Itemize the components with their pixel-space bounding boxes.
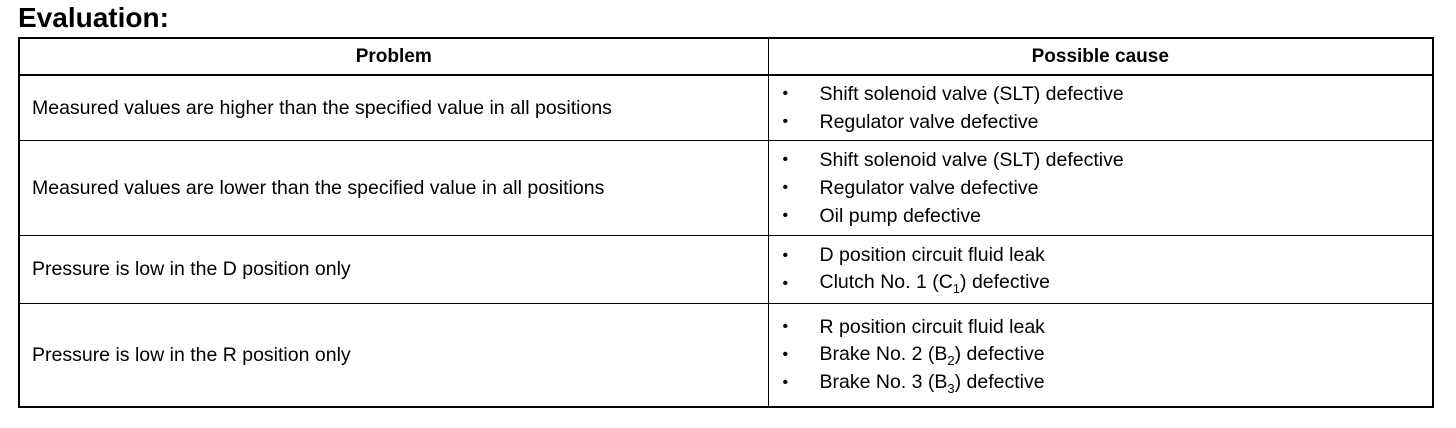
cause-cell bbox=[768, 141, 1433, 236]
cause-text: R position circuit fluid leak bbox=[819, 315, 1045, 338]
cause-subscript: 3 bbox=[947, 380, 955, 396]
cause-item bbox=[783, 270, 1433, 298]
cause-subscript: 1 bbox=[952, 281, 961, 296]
bullet-icon: • bbox=[782, 246, 789, 264]
table-row bbox=[19, 75, 1433, 141]
bullet-icon: • bbox=[782, 85, 789, 102]
cause-item bbox=[783, 80, 1433, 108]
cause-item bbox=[783, 108, 1433, 136]
page-title: Evaluation: bbox=[18, 2, 169, 33]
cause-item bbox=[783, 369, 1433, 397]
cause-list bbox=[783, 313, 1433, 397]
bullet-icon: • bbox=[782, 346, 789, 363]
cause-item bbox=[783, 313, 1433, 341]
cause-list bbox=[783, 242, 1433, 298]
cause-text: Shift solenoid valve (SLT) defective bbox=[819, 148, 1124, 171]
bullet-icon: • bbox=[782, 274, 789, 292]
cause-subscript: 2 bbox=[947, 352, 955, 368]
cause-item bbox=[783, 242, 1433, 270]
header-problem: Problem bbox=[19, 38, 768, 75]
bullet-icon: • bbox=[782, 207, 789, 224]
bullet-icon: • bbox=[782, 179, 789, 196]
table-row bbox=[19, 304, 1433, 408]
problem-cell: Measured values are higher than the specified value in all positions bbox=[19, 75, 768, 141]
cause-text-pre: Brake No. 2 (B bbox=[819, 342, 948, 365]
cause-cell bbox=[768, 236, 1433, 304]
cause-text: D position circuit fluid leak bbox=[819, 244, 1045, 266]
problem-cell: Pressure is low in the D position only bbox=[19, 236, 768, 304]
cause-item bbox=[783, 174, 1433, 202]
header-possible-cause: Possible cause bbox=[768, 38, 1433, 75]
bullet-icon: • bbox=[782, 318, 789, 335]
cause-item bbox=[783, 341, 1433, 369]
cause-list bbox=[783, 80, 1433, 136]
evaluation-table bbox=[18, 37, 1434, 408]
problem-cell: Measured values are lower than the specified value in all positions bbox=[19, 141, 768, 236]
cause-item bbox=[783, 202, 1433, 230]
cause-text: Shift solenoid valve (SLT) defective bbox=[819, 82, 1124, 105]
cause-list bbox=[783, 146, 1433, 230]
bullet-icon: • bbox=[782, 374, 789, 391]
cause-text-post: ) defective bbox=[954, 370, 1045, 393]
cause-text-post: ) defective bbox=[954, 342, 1045, 365]
cause-text bbox=[820, 271, 1051, 296]
cause-cell bbox=[768, 75, 1433, 141]
cause-item bbox=[783, 146, 1433, 174]
cause-text-pre: Clutch No. 1 (C bbox=[819, 271, 953, 293]
cause-text-pre: Brake No. 3 (B bbox=[819, 370, 948, 393]
bullet-icon: • bbox=[782, 113, 789, 130]
problem-cell: Pressure is low in the R position only bbox=[19, 304, 768, 408]
table-row bbox=[19, 236, 1433, 304]
cause-text: Regulator valve defective bbox=[819, 110, 1039, 133]
cause-cell bbox=[768, 304, 1433, 408]
cause-text bbox=[820, 371, 1045, 396]
bullet-icon: • bbox=[782, 151, 789, 168]
cause-text-post: ) defective bbox=[960, 271, 1050, 293]
cause-text bbox=[820, 343, 1045, 368]
cause-text: Regulator valve defective bbox=[819, 176, 1039, 199]
table-row bbox=[19, 141, 1433, 236]
header-row bbox=[19, 38, 1433, 75]
cause-text: Oil pump defective bbox=[819, 204, 981, 227]
